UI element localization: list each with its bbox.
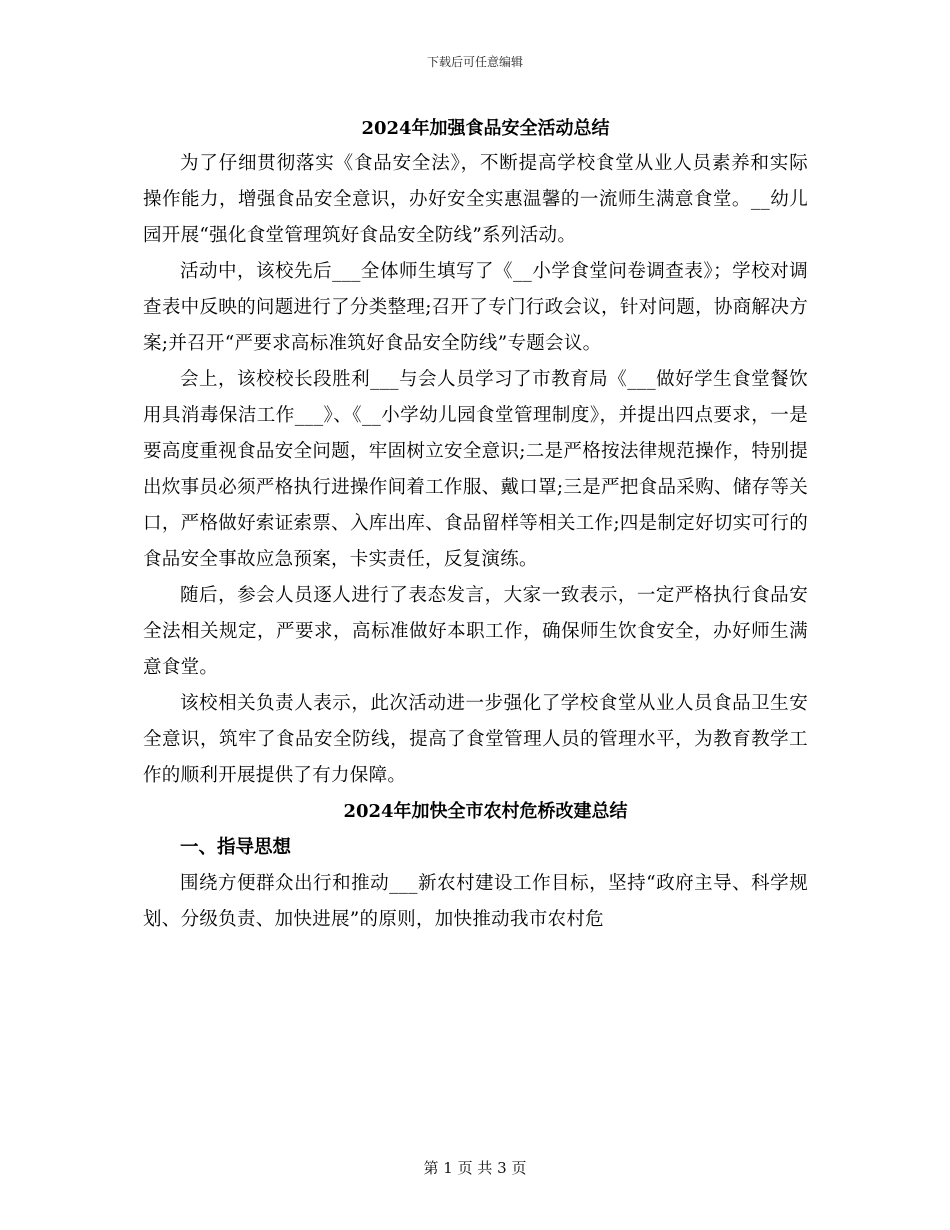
section-heading: 一、指导思想: [180, 837, 292, 858]
article-paragraph: 围绕方便群众出行和推动___新农村建设工作目标，坚持“政府主导、科学规划、分级负责、加快进展”的原则，加快推动我市农村危: [143, 873, 808, 930]
header-note: 下载后可任意编辑: [426, 55, 523, 69]
article-title: 2024年加强食品安全活动总结: [361, 118, 610, 139]
article-paragraph: 该校相关负责人表示，此次活动进一步强化了学校食堂从业人员食品卫生安全意识，筑牢了食品安全防线，提高了食堂管理人员的管理水平，为教育教学工作的顺利开展提供了有力保障。: [143, 693, 808, 786]
article-paragraph: 为了仔细贯彻落实《食品安全法》，不断提高学校食堂从业人员素养和实际操作能力，增强食品安全意识，办好安全实惠温馨的一流师生满意食堂。__幼儿园开展“强化食堂管理筑好食品安全防线”系列活动。: [143, 153, 808, 246]
article-paragraph: 会上，该校校长段胜利___与会人员学习了市教育局《___做好学生食堂餐饮用具消毒保洁工作___》、《__小学幼儿园食堂管理制度》，并提出四点要求，一是要高度重视食品安全问题，牢固树立安全意识;二是严格按法律规范操作，特别提出炊事员必须严格执行进操作间着工作服、戴口罩;三是严把食品采购、储存等关口，严格做好索证索票、入库出库、食品留样等相关工作;四是制定好切实可行的食品安全事故应急预案，卡实责任，反复演练。: [143, 369, 808, 570]
second-article-title: 2024年加快全市农村危桥改建总结: [343, 801, 628, 822]
page-footer: 第 1 页 共 3 页: [423, 1159, 527, 1177]
document-body: [143, 112, 808, 938]
article-paragraph: 活动中，该校先后___全体师生填写了《__小学食堂问卷调查表》；学校对调查表中反映的问题进行了分类整理;召开了专门行政会议，针对问题，协商解决方案;并召开“严要求高标准筑好食品安全防线”专题会议。: [143, 261, 808, 354]
article-paragraph: 随后，参会人员逐人进行了表态发言，大家一致表示，一定严格执行食品安全法相关规定，严要求，高标准做好本职工作，确保师生饮食安全，办好师生满意食堂。: [143, 585, 808, 678]
